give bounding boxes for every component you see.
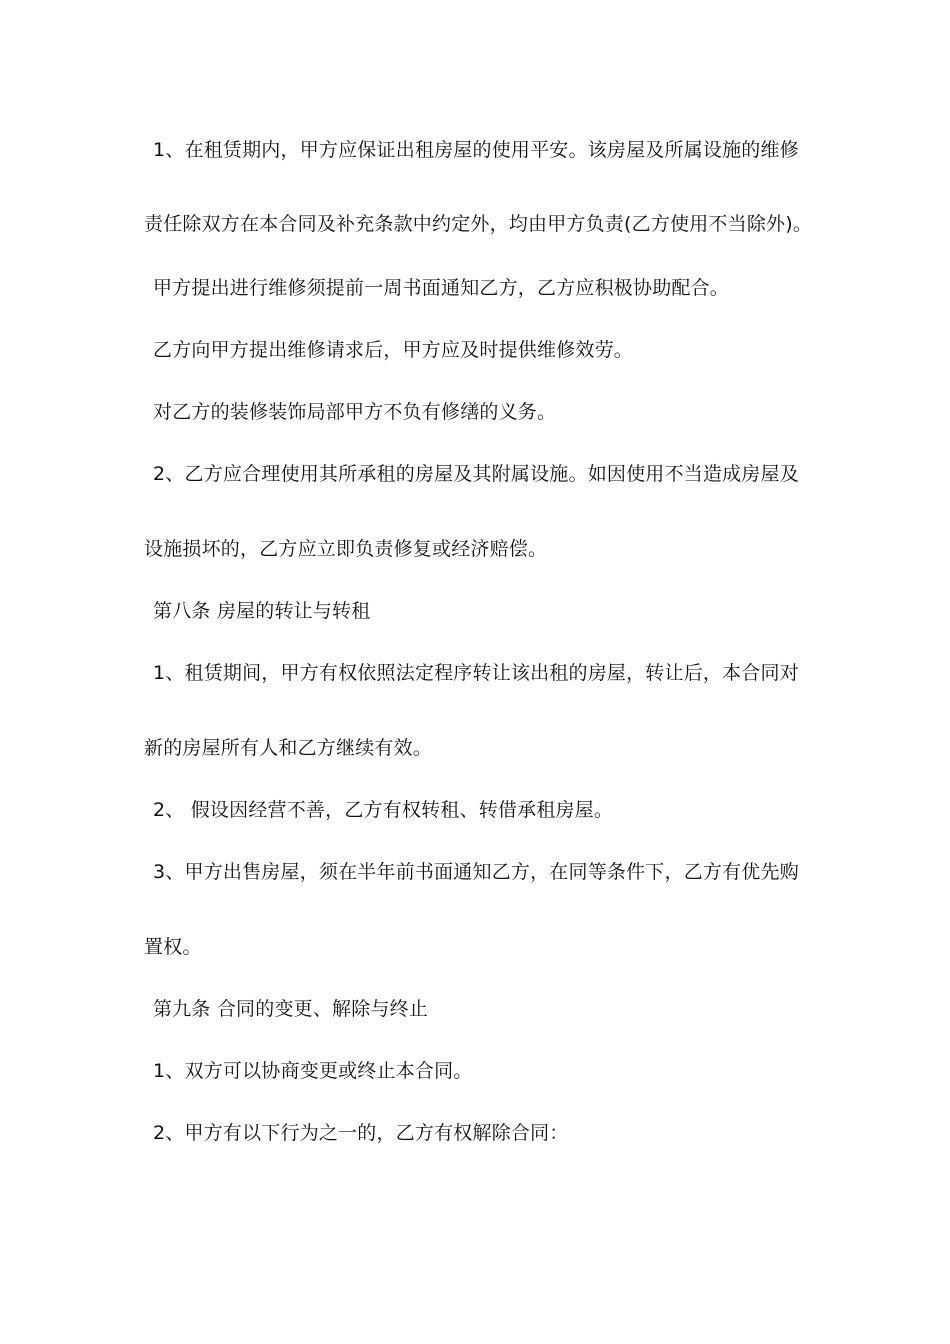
paragraph-line: 新的房屋所有人和乙方继续有效。 [144,737,433,759]
paragraph-line: 乙方向甲方提出维修请求后，甲方应及时提供维修效劳。 [153,339,634,361]
paragraph-line: 2、乙方应合理使用其所承租的房屋及其附属设施。如因使用不当造成房屋及 [153,463,799,485]
paragraph-line: 甲方提出进行维修须提前一周书面通知乙方，乙方应积极协助配合。 [153,277,730,299]
section-heading: 第九条 合同的变更、解除与终止 [153,998,429,1020]
paragraph-line: 1、在租赁期内，甲方应保证出租房屋的使用平安。该房屋及所属设施的维修 [153,139,799,161]
paragraph-line: 置权。 [144,936,202,958]
paragraph-line: 设施损坏的，乙方应立即负责修复或经济赔偿。 [144,538,548,560]
paragraph-line: 2、 假设因经营不善，乙方有权转租、转借承租房屋。 [153,799,614,821]
paragraph-line: 3、甲方出售房屋，须在半年前书面通知乙方，在同等条件下，乙方有优先购 [153,861,799,883]
paragraph-line: 对乙方的装修装饰局部甲方不负有修缮的义务。 [153,401,557,423]
paragraph-line: 责任除双方在本合同及补充条款中约定外，均由甲方负责(乙方使用不当除外)。 [144,213,813,235]
paragraph-line: 1、租赁期间，甲方有权依照法定程序转让该出租的房屋，转让后，本合同对 [153,662,799,684]
section-heading: 第八条 房屋的转让与转租 [153,600,371,622]
paragraph-line: 2、甲方有以下行为之一的，乙方有权解除合同： [153,1122,569,1144]
paragraph-line: 1、双方可以协商变更或终止本合同。 [153,1060,473,1082]
